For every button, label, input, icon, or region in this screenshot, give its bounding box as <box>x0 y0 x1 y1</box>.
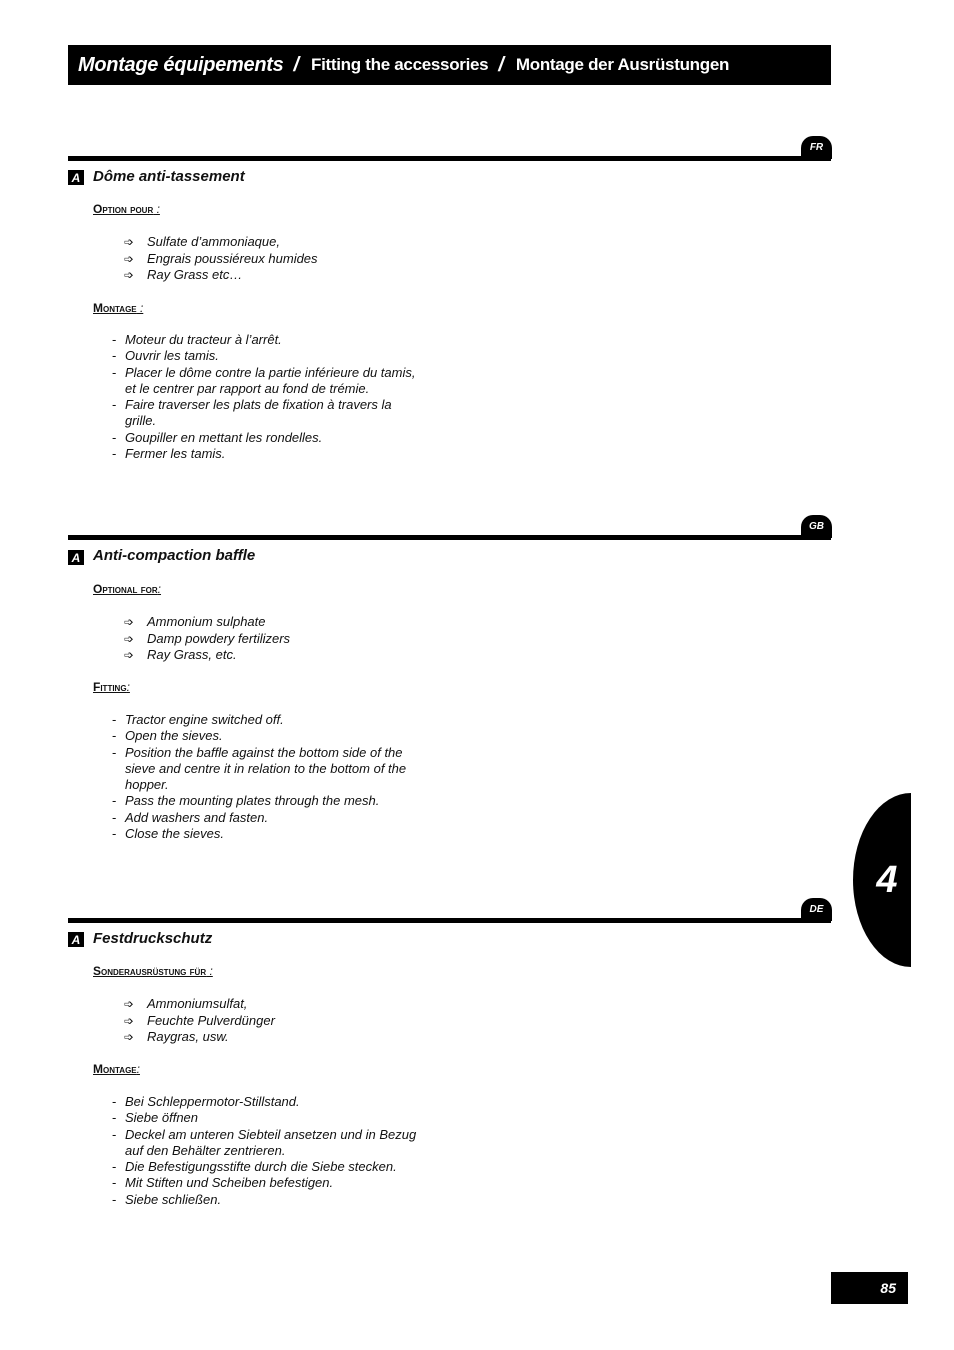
fitting-heading-fr: Montage : <box>93 301 144 315</box>
arrow-icon: ➩ <box>124 1013 135 1028</box>
fitting-heading-de: Montage: <box>93 1062 140 1076</box>
steps-list-de <box>112 1094 422 1208</box>
list-item: - Close the sieves. <box>112 826 422 842</box>
arrow-icon: ➩ <box>124 631 135 646</box>
section-rule-fr <box>68 156 831 161</box>
list-item: ➩ Ray Grass, etc. <box>124 647 237 662</box>
fitting-heading-gb: Fitting: <box>93 680 130 694</box>
list-item: ➩ Damp powdery fertilizers <box>124 630 291 646</box>
page-number: 85 <box>831 1272 908 1304</box>
list-item: ➩ Raygras, usw. <box>124 1029 229 1044</box>
lang-badge-gb: GB <box>801 515 832 538</box>
list-item: - Tractor engine switched off. <box>112 712 422 728</box>
arrow-icon: ➩ <box>124 251 135 266</box>
list-item: - Fermer les tamis. <box>112 446 422 462</box>
header-separator: / <box>293 53 299 76</box>
list-item: - Die Befestigungsstifte durch die Siebe stecken. <box>112 1159 422 1175</box>
list-item: - Pass the mounting plates through the mesh. <box>112 793 422 809</box>
header-title-de: Montage der Ausrüstungen <box>515 55 730 74</box>
list-item: - Bei Schleppermotor-Stillstand. <box>112 1094 422 1110</box>
list-item: ➩ Sulfate d’ammoniaque, <box>124 234 280 249</box>
chapter-tab: 4 <box>853 793 911 967</box>
list-item: - Ouvrir les tamis. <box>112 348 422 364</box>
header-title-gb: Fitting the accessories <box>311 55 489 74</box>
list-item: - Placer le dôme contre la partie inférieure du tamis, et le centrer par rapport au fond de trémie. <box>112 365 422 398</box>
arrow-icon: ➩ <box>124 997 135 1011</box>
arrow-icon: ➩ <box>124 235 135 249</box>
section-letter-badge: A <box>68 932 84 947</box>
list-item: - Deckel am unteren Siebteil ansetzen und in Bezug auf den Behälter zentrieren. <box>112 1127 422 1160</box>
list-item: ➩ Ammoniumsulfat, <box>124 996 248 1011</box>
list-item: - Mit Stiften und Scheiben befestigen. <box>112 1175 422 1191</box>
arrow-icon: ➩ <box>124 648 135 662</box>
section-title-gb: Anti-compaction baffle <box>93 547 256 564</box>
steps-list-fr <box>112 332 422 462</box>
option-list-de <box>124 996 275 1046</box>
page-header <box>68 45 831 85</box>
list-item: - Open the sieves. <box>112 728 422 744</box>
section-rule-gb <box>68 535 831 540</box>
arrow-icon: ➩ <box>124 1030 135 1044</box>
list-item: - Add washers and fasten. <box>112 810 422 826</box>
option-list-fr <box>124 234 318 284</box>
lang-badge-de: DE <box>801 898 832 921</box>
list-item: ➩ Feuchte Pulverdünger <box>124 1012 275 1028</box>
list-item: - Goupiller en mettant les rondelles. <box>112 430 422 446</box>
list-item: - Siebe schließen. <box>112 1192 422 1208</box>
list-item: ➩ Engrais poussiéreux humides <box>124 250 318 266</box>
section-letter-badge: A <box>68 550 84 565</box>
lang-badge-fr: FR <box>801 136 832 159</box>
option-heading-de: Sonderausrüstung für : <box>93 964 213 978</box>
arrow-icon: ➩ <box>124 268 135 282</box>
list-item: - Position the baffle against the bottom side of the sieve and centre it in relation to the bottom of the hopper. <box>112 745 422 794</box>
list-item: - Moteur du tracteur à l’arrêt. <box>112 332 422 348</box>
list-item: - Faire traverser les plats de fixation à travers la grille. <box>112 397 422 430</box>
option-heading-gb: Optional for: <box>93 582 162 596</box>
steps-list-gb <box>112 712 422 842</box>
list-item: ➩ Ammonium sulphate <box>124 614 266 629</box>
arrow-icon: ➩ <box>124 615 135 629</box>
section-rule-de <box>68 918 831 923</box>
list-item: ➩ Ray Grass etc… <box>124 267 243 282</box>
section-title-de: Festdruckschutz <box>93 930 213 947</box>
option-list-gb <box>124 614 290 664</box>
section-title-fr: Dôme anti-tassement <box>93 168 245 185</box>
section-letter-badge: A <box>68 170 84 185</box>
header-title-fr: Montage équipements <box>78 53 284 76</box>
header-separator: / <box>498 53 504 76</box>
list-item: - Siebe öffnen <box>112 1110 422 1126</box>
option-heading-fr: Option pour : <box>93 202 160 216</box>
